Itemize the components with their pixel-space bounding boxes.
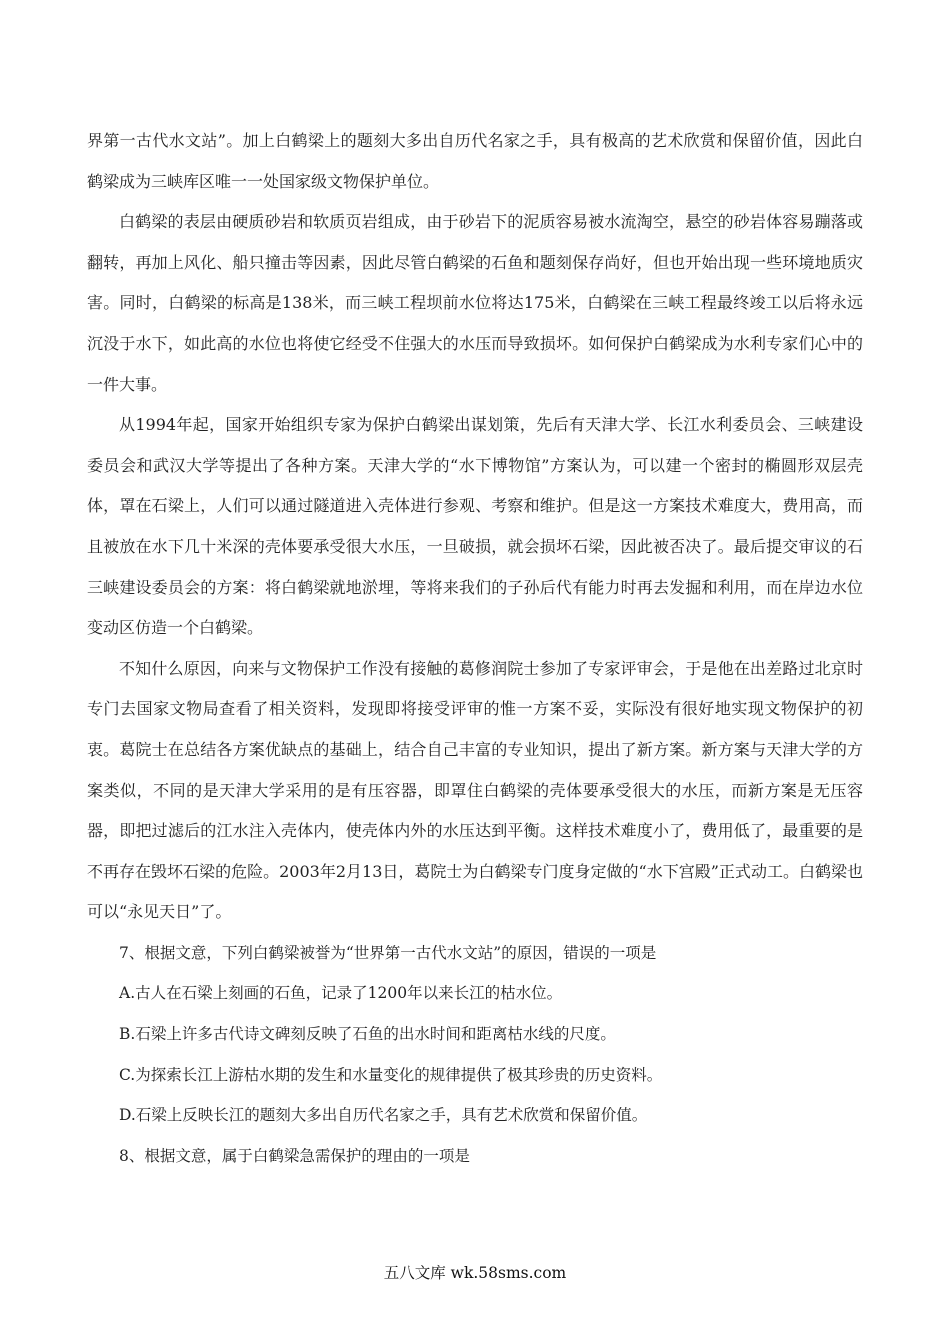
question-7-stem: 7、根据文意，下列白鹤梁被誉为“世界第一古代水文站”的原因，错误的一项是 [119, 943, 657, 962]
question-7-option-d: D.石梁上反映长江的题刻大多出自历代名家之手，具有艺术欣赏和保留价值。 [119, 1106, 648, 1125]
document-body [87, 121, 863, 1176]
question-7-option-c: C.为探索长江上游枯水期的发生和水量变化的规律提供了极其珍贵的历史资料。 [119, 1065, 663, 1084]
paragraph-protection-plans: 从1994年起，国家开始组织专家为保护白鹤梁出谋划策，先后有天津大学、长江水利委员会、三峡建设委员会和武汉大学等提出了各种方案。天津大学的“水下博物馆”方案认为，可以建一个密封的椭圆形双层壳体，罩在石梁上，人们可以通过隧道进入壳体进行参观、考察和维护。但是这一方案技术难度大，费用高，而且被放在水下几十米深的壳体要承受很大水压，一旦破损，就会损坏石梁，因此被否决了。最后提交审议的石三峡建设委员会的方案：将白鹤梁就地淤埋，等将来我们的子孙后代有能力时再去发掘和利用，而在岸边水位变动区仿造一个白鹤梁。 [87, 415, 863, 638]
question-8-stem: 8、根据文意，属于白鹤梁急需保护的理由的一项是 [119, 1146, 470, 1165]
page-footer-watermark: 五八文库 wk.58sms.com [383, 1264, 567, 1282]
question-8 [87, 1136, 863, 1177]
paragraph-continuation: 界第一古代水文站”。加上白鹤梁上的题刻大多出自历代名家之手，具有极高的艺术欣赏和保留价值，因此白鹤梁成为三峡库区唯一一处国家级文物保护单位。 [87, 131, 863, 191]
question-7 [87, 933, 863, 1136]
paragraph-erosion-risk: 白鹤梁的表层由硬质砂岩和软质页岩组成，由于砂岩下的泥质容易被水流淘空，悬空的砂岩体容易蹦落或翻转，再加上风化、船只撞击等因素，因此尽管白鹤梁的石鱼和题刻保存尚好，但也开始出现一些环境地质灾害。同时，白鹤梁的标高是138米，而三峡工程坝前水位将达175米，白鹤梁在三峡工程最终竣工以后将永远沉没于水下，如此高的水位也将使它经受不住强大的水压而导致损坏。如何保护白鹤梁成为水利专家们心中的一件大事。 [87, 212, 863, 394]
question-7-option-b: B.石梁上许多古代诗文碑刻反映了石鱼的出水时间和距离枯水线的尺度。 [119, 1025, 616, 1044]
paragraph-new-plan: 不知什么原因，向来与文物保护工作没有接触的葛修润院士参加了专家评审会，于是他在出差路过北京时专门去国家文物局查看了相关资料，发现即将接受评审的惟一方案不妥，实际没有很好地实现文物保护的初衷。葛院士在总结各方案优缺点的基础上，结合自己丰富的专业知识，提出了新方案。新方案与天津大学的方案类似，不同的是天津大学采用的是有压容器，即罩住白鹤梁的壳体要承受很大的水压，而新方案是无压容器，即把过滤后的江水注入壳体内，使壳体内外的水压达到平衡。这样技术难度小了，费用低了，最重要的是不再存在毁坏石梁的危险。2003年2月13日，葛院士为白鹤梁专门度身定做的“水下宫殿”正式动工。白鹤梁也可以“永见天日”了。 [87, 658, 863, 922]
question-7-option-a: A.古人在石梁上刻画的石鱼，记录了1200年以来长江的枯水位。 [119, 984, 563, 1003]
